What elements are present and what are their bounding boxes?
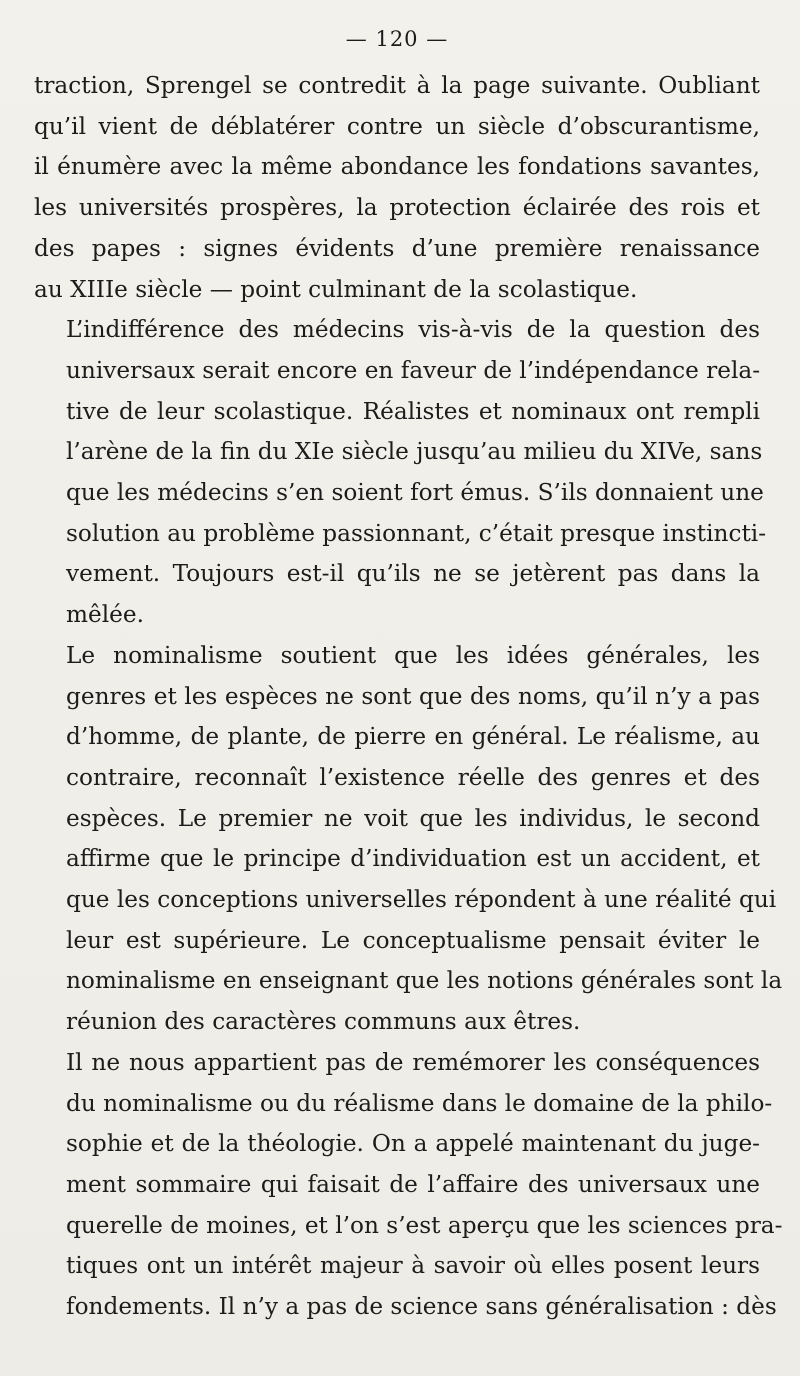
text-line: nominalisme en enseignant que les notions générales sont la [66, 967, 783, 995]
text-line: sophie et de la théologie. On a appelé maintenant du juge- [66, 1130, 760, 1158]
text-line: des papes : signes évidents d’une première renaissance [34, 234, 760, 262]
text-body [34, 66, 783, 1328]
text-line: vement. Toujours est-il qu’ils ne se jetèrent pas dans la [66, 560, 760, 588]
text-line: affirme que le principe d’individuation est un accident, et [66, 845, 760, 873]
text-line: fondements. Il n’y a pas de science sans généralisation : dès [66, 1293, 777, 1321]
text-line: traction, Sprengel se contredit à la page suivante. Oubliant [34, 72, 760, 99]
text-line: il énumère avec la même abondance les fondations savantes, [34, 153, 760, 181]
paragraph [34, 66, 760, 310]
text-line: ment sommaire qui faisait de l’affaire des universaux une [66, 1170, 760, 1198]
text-line: tive de leur scolastique. Réalistes et nominaux ont rempli [66, 397, 760, 425]
text-line: au XIIIe siècle — point culminant de la scolastique. [34, 275, 638, 303]
text-line: d’homme, de plante, de pierre en général. Le réalisme, au [66, 723, 760, 751]
text-line: Le nominalisme soutient que les idées générales, les [66, 641, 760, 669]
text-line: espèces. Le premier ne voit que les individus, le second [66, 804, 760, 832]
text-line: réunion des caractères communs aux êtres. [66, 1008, 581, 1036]
text-line: les universités prospères, la protection éclairée des rois et [34, 194, 760, 222]
text-line: du nominalisme ou du réalisme dans le domaine de la philo- [66, 1089, 773, 1117]
text-line: querelle de moines, et l’on s’est aperçu que les sciences pra- [66, 1211, 783, 1239]
text-line: Il ne nous appartient pas de remémorer les conséquences [66, 1048, 760, 1076]
text-line: L’indifférence des médecins vis-à-vis de la question des [66, 316, 760, 344]
text-line: que les conceptions universelles répondent à une réalité qui [66, 886, 777, 914]
text-line: l’arène de la fin du XIe siècle jusqu’au milieu du XIVe, sans [66, 438, 763, 466]
paragraph [34, 636, 783, 1043]
paragraph [34, 310, 767, 636]
text-line: contraire, reconnaît l’existence réelle des genres et des [66, 763, 760, 791]
text-line: solution au problème passionnant, c’était presque instincti- [66, 519, 767, 547]
paragraph [34, 1043, 783, 1328]
page-number: — 120 — [345, 27, 449, 51]
text-line: genres et les espèces ne sont que des noms, qu’il n’y a pas [66, 682, 760, 710]
text-line: que les médecins s’en soient fort émus. S’ils donnaient une [66, 479, 764, 507]
text-line: leur est supérieure. Le conceptualisme pensait éviter le [66, 926, 760, 954]
text-line: mêlée. [66, 601, 144, 629]
text-line: tiques ont un intérêt majeur à savoir où elles posent leurs [66, 1252, 760, 1280]
text-line: universaux serait encore en faveur de l’indépendance rela- [66, 356, 761, 384]
text-line: qu’il vient de déblatérer contre un siècle d’obscurantisme, [34, 112, 760, 140]
